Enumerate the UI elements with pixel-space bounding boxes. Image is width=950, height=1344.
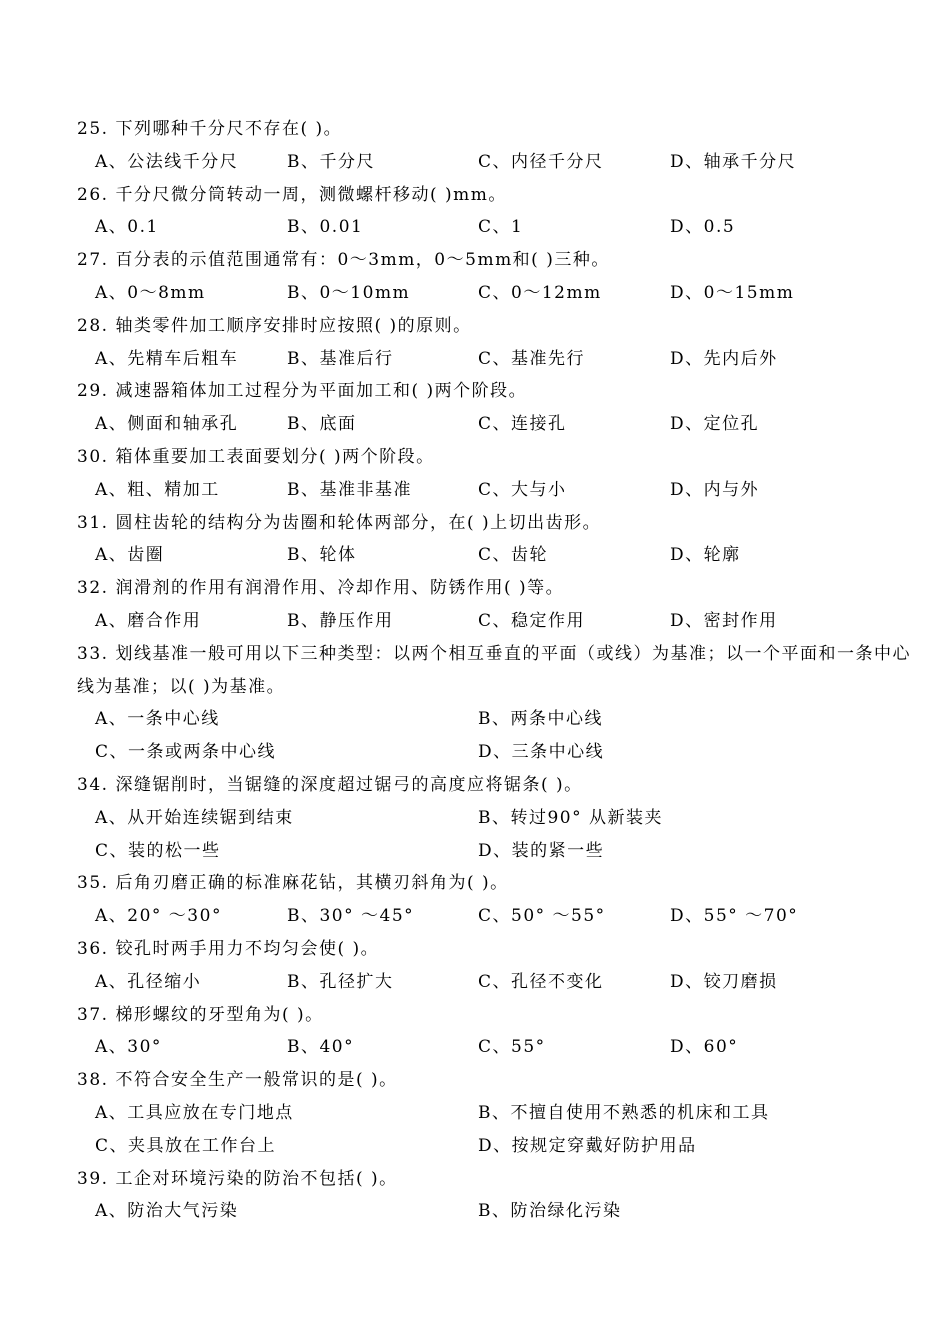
answer-option: B、不擅自使用不熟悉的机床和工具 — [478, 1103, 770, 1123]
question-stem: 37. 梯形螺纹的牙型角为( )。 — [77, 1004, 324, 1025]
answer-option: A、从开始连续锯到结束 — [95, 807, 294, 828]
answer-option: C、大与小 — [478, 479, 567, 500]
option-row — [95, 474, 895, 507]
option-row — [95, 736, 895, 769]
question-stem: 35. 后角刃磨正确的标准麻花钻，其横刃斜角为( )。 — [77, 873, 509, 894]
answer-option: D、0.5 — [670, 217, 736, 238]
question-text — [77, 244, 922, 277]
answer-option: B、两条中心线 — [478, 709, 603, 730]
answer-option: D、先内后外 — [670, 348, 778, 369]
answer-option: C、55° — [478, 1037, 546, 1058]
answer-option: D、内与外 — [670, 479, 760, 500]
question-text — [77, 310, 922, 343]
answer-option: C、0～12mm — [478, 283, 602, 303]
answer-option: A、防治大气污染 — [95, 1201, 239, 1222]
option-row — [95, 1195, 895, 1228]
answer-option: C、基准先行 — [478, 348, 586, 369]
option-row — [95, 802, 895, 835]
option-row — [95, 1097, 895, 1130]
answer-option: B、0.01 — [287, 217, 364, 238]
answer-option: A、齿圈 — [95, 545, 165, 566]
answer-option: A、公法线千分尺 — [95, 151, 239, 172]
question-text — [77, 933, 922, 966]
answer-option: B、防治绿化污染 — [478, 1201, 622, 1222]
answer-option: B、轮体 — [287, 545, 357, 566]
option-row — [95, 900, 895, 933]
question-stem: 30. 箱体重要加工表面要划分( )两个阶段。 — [77, 447, 435, 467]
option-row — [95, 408, 895, 441]
answer-option: B、底面 — [287, 414, 357, 435]
answer-option: A、一条中心线 — [95, 709, 220, 730]
answer-option: D、定位孔 — [670, 414, 760, 435]
answer-option: A、20° ～30° — [95, 906, 222, 927]
question-text — [77, 441, 922, 474]
answer-option: B、静压作用 — [287, 611, 394, 631]
question-stem: 28. 轴类零件加工顺序安排时应按照( )的原则。 — [77, 315, 472, 336]
question-text — [77, 999, 922, 1032]
answer-option: B、40° — [287, 1037, 355, 1058]
answer-option: B、基准后行 — [287, 348, 394, 369]
answer-option: A、孔径缩小 — [95, 971, 202, 992]
answer-option: B、30° ～45° — [287, 906, 415, 927]
answer-option: A、磨合作用 — [95, 611, 202, 631]
question-stem: 33. 划线基准一般可用以下三种类型：以两个相互垂直的平面（或线）为基准；以一个平面和一条中心线为基准；以( )为基准。 — [77, 643, 911, 697]
option-row — [95, 211, 895, 244]
question-stem: 36. 铰孔时两手用力不均匀会使( )。 — [77, 939, 380, 959]
question-stem: 38. 不符合安全生产一般常识的是( )。 — [77, 1070, 398, 1091]
option-row — [95, 343, 895, 376]
answer-option: D、轮廓 — [670, 545, 741, 566]
answer-option: C、装的松一些 — [95, 840, 221, 861]
answer-option: B、基准非基准 — [287, 479, 412, 500]
question-stem: 39. 工企对环境污染的防治不包括( )。 — [77, 1168, 398, 1189]
answer-option: C、1 — [478, 217, 524, 238]
answer-option: A、先精车后粗车 — [95, 348, 239, 369]
question-text — [77, 507, 922, 540]
answer-option: B、孔径扩大 — [287, 971, 394, 992]
question-text — [77, 375, 922, 408]
option-row — [95, 539, 895, 572]
answer-option: D、轴承千分尺 — [670, 151, 797, 172]
option-row — [95, 703, 895, 736]
answer-option: A、0.1 — [95, 217, 159, 238]
answer-option: D、0～15mm — [670, 283, 795, 303]
option-row — [95, 1031, 895, 1064]
answer-option: D、60° — [670, 1037, 739, 1058]
answer-option: A、侧面和轴承孔 — [95, 414, 239, 435]
answer-option: A、30° — [95, 1037, 162, 1058]
question-text — [77, 1064, 922, 1097]
answer-option: A、工具应放在专门地点 — [95, 1103, 294, 1123]
answer-option: C、50° ～55° — [478, 906, 606, 927]
question-text — [77, 867, 922, 900]
answer-option: B、转过90° 从新装夹 — [478, 807, 664, 828]
option-row — [95, 605, 895, 638]
answer-option: C、齿轮 — [478, 545, 549, 566]
answer-option: D、装的紧一些 — [478, 840, 605, 861]
answer-option: C、夹具放在工作台上 — [95, 1135, 277, 1156]
option-row — [95, 146, 895, 179]
answer-option: B、千分尺 — [287, 151, 375, 172]
answer-option: B、0～10mm — [287, 283, 411, 303]
question-stem: 26. 千分尺微分筒转动一周，测微螺杆移动( )mm。 — [77, 184, 507, 205]
answer-option: C、内径千分尺 — [478, 151, 604, 172]
answer-option: A、粗、精加工 — [95, 479, 220, 500]
question-text — [77, 572, 922, 605]
option-row — [95, 835, 895, 868]
question-text — [77, 1163, 922, 1196]
answer-option: D、铰刀磨损 — [670, 971, 778, 992]
question-stem: 32. 润滑剂的作用有润滑作用、冷却作用、防锈作用( )等。 — [77, 578, 565, 599]
question-stem: 27. 百分表的示值范围通常有：0～3mm，0～5mm和( )三种。 — [77, 250, 610, 271]
answer-option: D、55° ～70° — [670, 906, 799, 927]
question-stem: 34. 深缝锯削时，当锯缝的深度超过锯弓的高度应将锯条( )。 — [77, 775, 583, 795]
option-row — [95, 1130, 895, 1163]
question-stem: 29. 减速器箱体加工过程分为平面加工和( )两个阶段。 — [77, 381, 528, 402]
answer-option: C、稳定作用 — [478, 611, 586, 631]
question-text — [77, 179, 922, 212]
question-text — [77, 113, 922, 146]
answer-option: C、一条或两条中心线 — [95, 742, 277, 763]
answer-option: A、0～8mm — [95, 283, 206, 303]
answer-option: D、按规定穿戴好防护用品 — [478, 1135, 697, 1156]
option-row — [95, 966, 895, 999]
answer-option: D、密封作用 — [670, 611, 778, 631]
option-row — [95, 277, 895, 310]
answer-option: C、连接孔 — [478, 414, 567, 435]
answer-option: C、孔径不变化 — [478, 971, 604, 992]
question-text — [77, 638, 922, 704]
question-text — [77, 769, 922, 802]
question-stem: 25. 下列哪种千分尺不存在( )。 — [77, 119, 343, 139]
answer-option: D、三条中心线 — [478, 742, 605, 763]
question-stem: 31. 圆柱齿轮的结构分为齿圈和轮体两部分，在( )上切出齿形。 — [77, 512, 602, 533]
